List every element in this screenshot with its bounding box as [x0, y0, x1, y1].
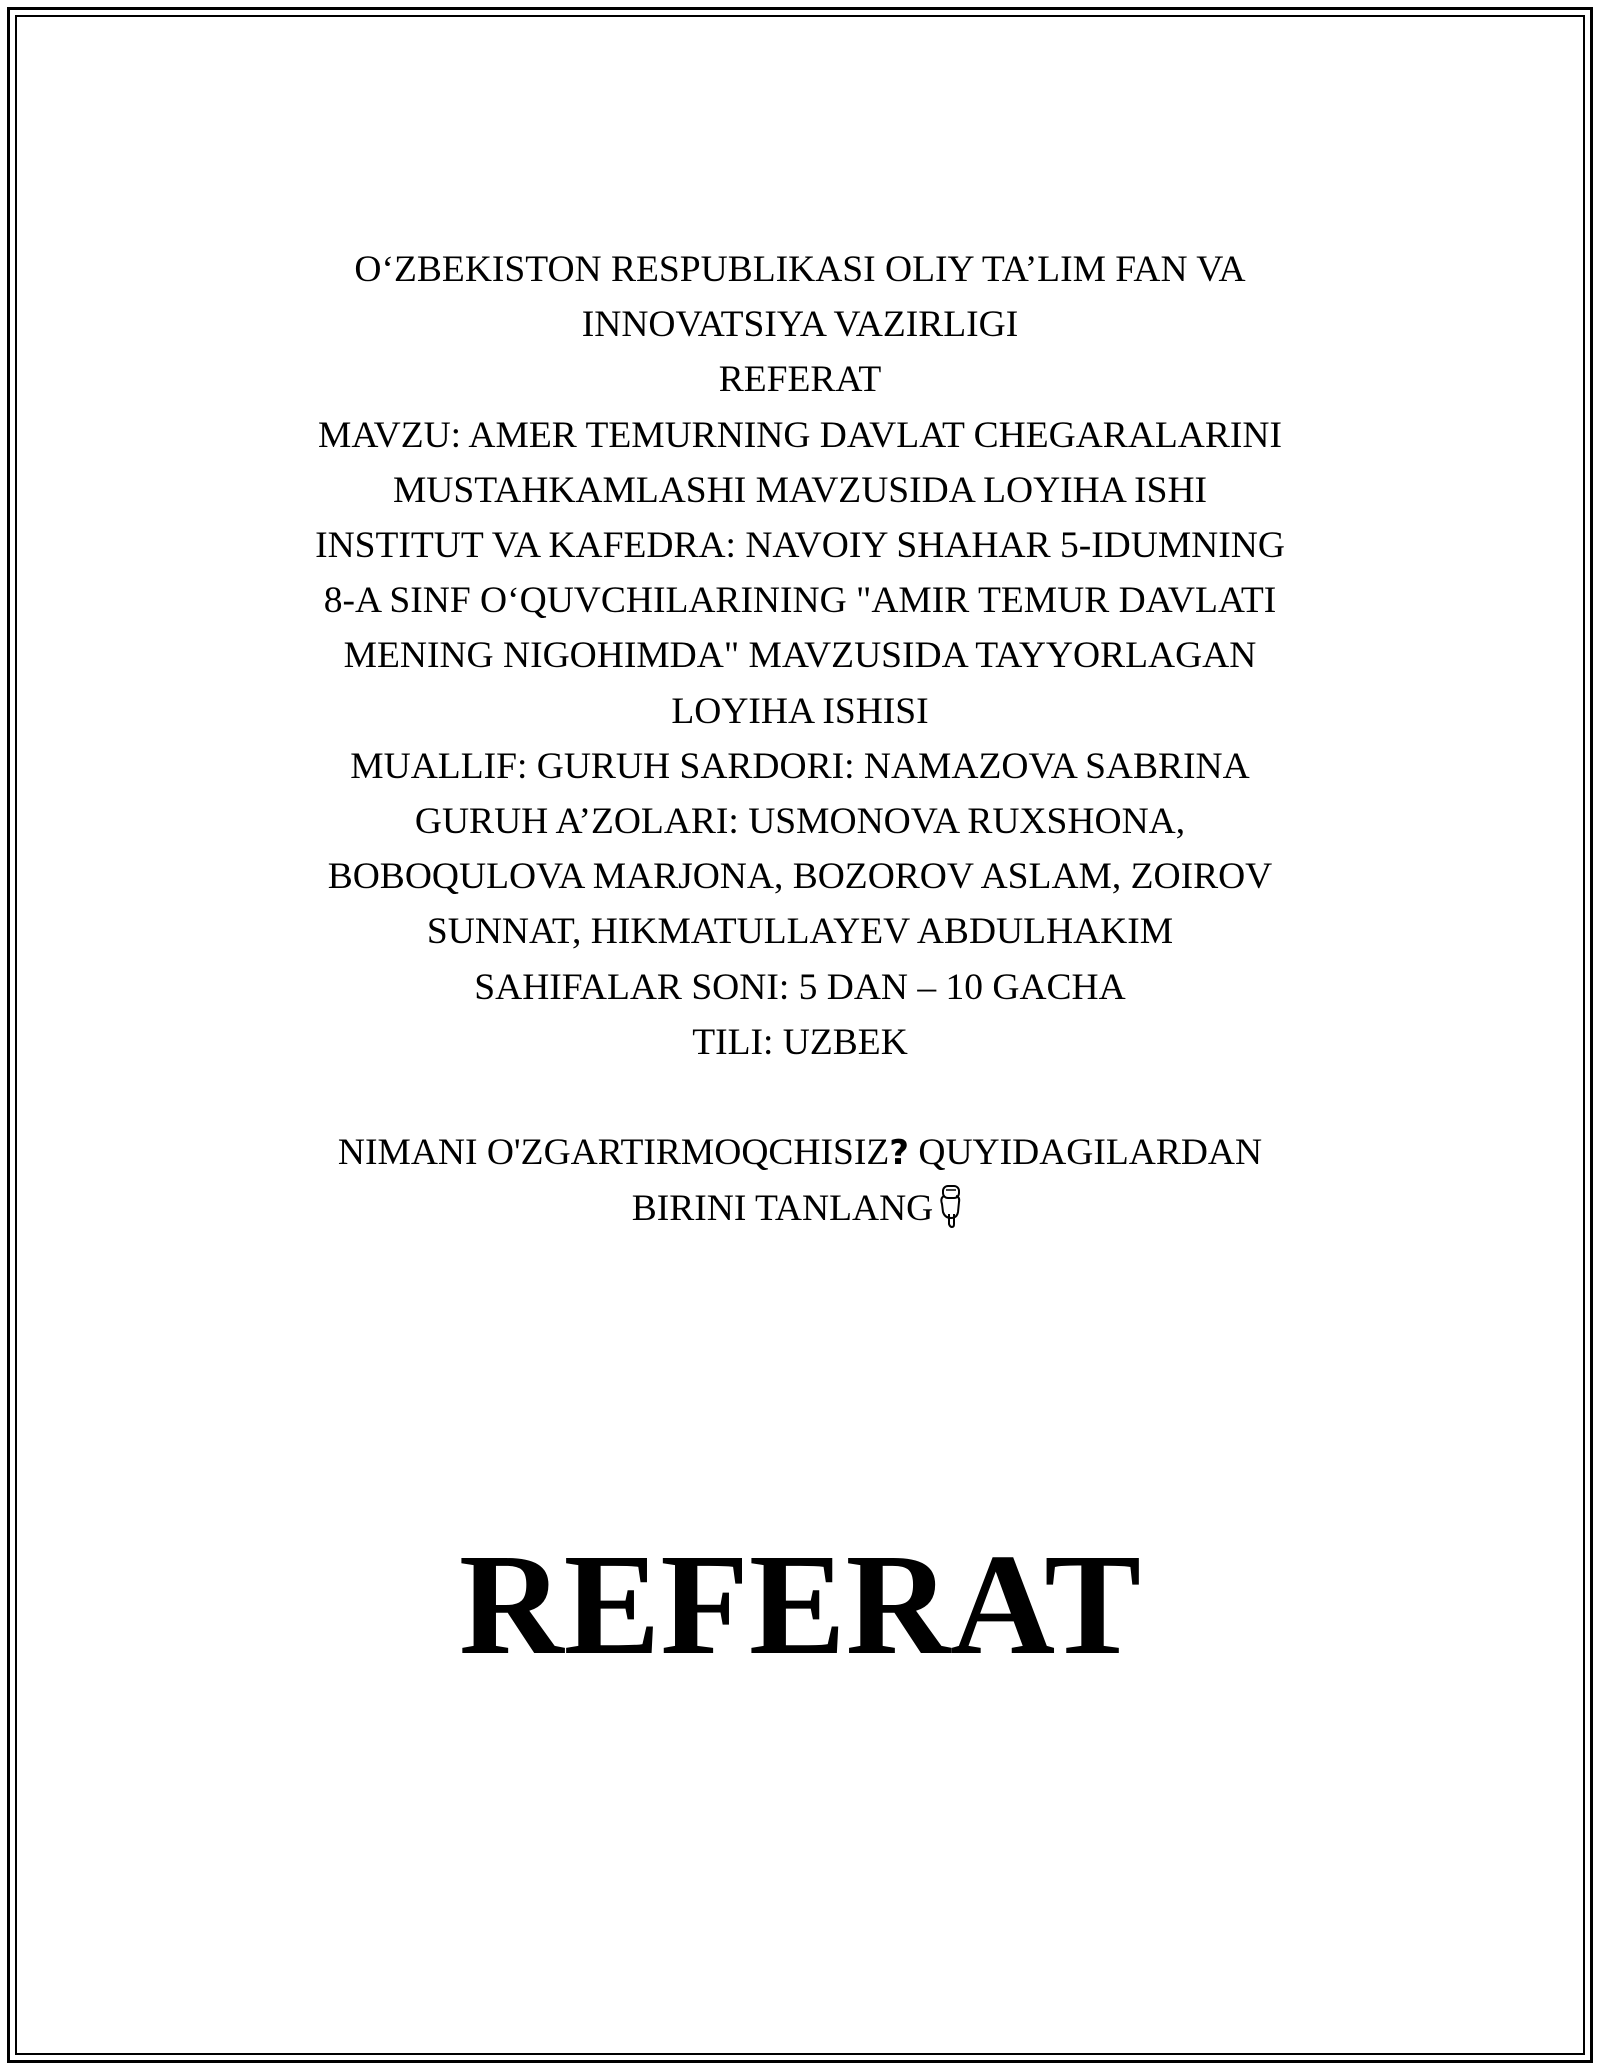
institute-line-4: LOYIHA ISHISI — [671, 690, 929, 732]
prompt-choose-text: BIRINI TANLANG — [631, 1188, 934, 1230]
topic-line-2: MUSTAHKAMLASHI MAVZUSIDA LOYIHA ISHI — [392, 469, 1208, 511]
institute-line-2: 8-A SINF O‘QUVCHILARINING "AMIR TEMUR DAVLATI — [323, 580, 1277, 622]
institute-line-3: MENING NIGOHIMDA" MAVZUSIDA TAYYORLAGAN — [343, 635, 1257, 677]
page-count-line: SAHIFALAR SONI: 5 DAN – 10 GACHA — [474, 966, 1126, 1008]
prompt-line-2 — [0, 1181, 1600, 1236]
document-type-label: REFERAT — [718, 359, 882, 401]
pointing-down-hand-icon — [934, 1184, 968, 1228]
question-mark-icon: ? — [889, 1133, 909, 1174]
group-members-line-3: SUNNAT, HIKMATULLAYEV ABDULHAKIM — [426, 911, 1174, 953]
institute-line-1: INSTITUT VA KAFEDRA: NAVOIY SHAHAR 5-IDUMNING — [315, 525, 1285, 567]
author-line: MUALLIF: GURUH SARDORI: NAMAZOVA SABRINA — [350, 745, 1250, 787]
prompt-question-text: NIMANI O'ZGARTIRMOQCHISIZ — [337, 1132, 890, 1174]
group-members-line-1: GURUH A’ZOLARI: USMONOVA RUXSHONA, — [414, 801, 1186, 843]
ministry-line-2: INNOVATSIYA VAZIRLIGI — [581, 304, 1019, 346]
language-line: TILI: UZBEK — [692, 1021, 908, 1063]
ministry-line-1: O‘ZBEKISTON RESPUBLIKASI OLIY TA’LIM FAN VA — [354, 249, 1246, 290]
group-members-line-2: BOBOQULOVA MARJONA, BOZOROV ASLAM, ZOIROV — [327, 856, 1273, 898]
document-info-block — [0, 242, 1600, 1237]
prompt-question-rest: QUYIDAGILARDAN — [909, 1132, 1263, 1174]
big-title: REFERAT — [458, 1525, 1142, 1685]
topic-line-1: MAVZU: AMER TEMURNING DAVLAT CHEGARALARINI — [318, 414, 1282, 456]
prompt-line-1 — [0, 1125, 1600, 1181]
blank-line — [0, 1070, 1600, 1125]
